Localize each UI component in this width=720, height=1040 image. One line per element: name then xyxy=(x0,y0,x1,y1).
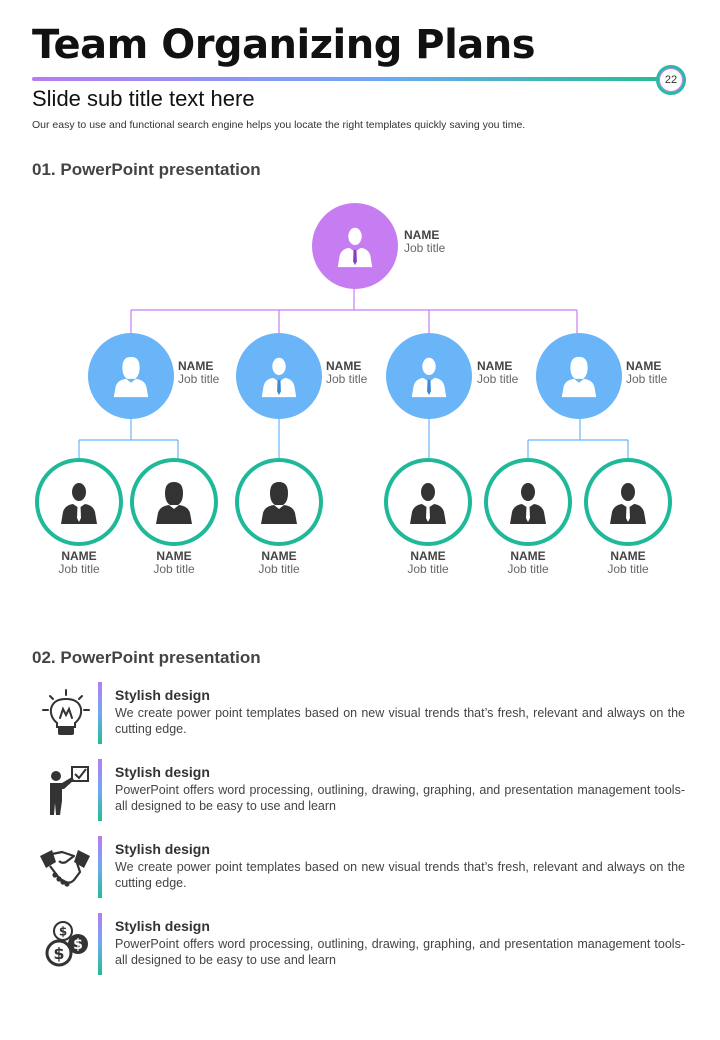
feature-text: PowerPoint offers word processing, outlining, drawing, graphing, and presentation management tools- all designed to be easy to use and learn xyxy=(115,783,685,813)
org-bottom-label-3 xyxy=(229,550,329,576)
member-name: NAME xyxy=(156,549,192,563)
page-number-badge: 22 xyxy=(656,65,686,95)
org-mid-label-3 xyxy=(477,360,518,386)
page-title: Team Organizing Plans xyxy=(32,22,536,68)
businessman-icon xyxy=(404,478,452,526)
feature-heading: Stylish design xyxy=(115,764,210,780)
businessman-icon xyxy=(256,353,302,399)
org-mid-avatar-1 xyxy=(88,333,174,419)
woman-icon xyxy=(150,478,198,526)
feature-item xyxy=(36,836,686,898)
businessman-icon xyxy=(406,353,452,399)
org-bottom-avatar-2 xyxy=(130,458,218,546)
member-name: NAME xyxy=(326,359,362,373)
org-mid-avatar-4 xyxy=(536,333,622,419)
presenter-checkbox-icon xyxy=(38,765,92,815)
org-bottom-avatar-1 xyxy=(35,458,123,546)
feature-heading: Stylish design xyxy=(115,918,210,934)
member-job-title: Job title xyxy=(326,372,368,386)
member-name: NAME xyxy=(477,359,513,373)
feature-heading: Stylish design xyxy=(115,841,210,857)
member-name: NAME xyxy=(410,549,446,563)
accent-bar xyxy=(98,682,102,744)
feature-text: We create power point templates based on new visual trends that’s fresh, relevant and always on the cutting edge. xyxy=(115,860,685,890)
accent-bar xyxy=(98,759,102,821)
org-bottom-label-1 xyxy=(29,550,129,576)
businessman-icon xyxy=(332,223,378,269)
woman-icon xyxy=(108,353,154,399)
woman-icon xyxy=(255,478,303,526)
member-name: NAME xyxy=(510,549,546,563)
feature-item xyxy=(36,682,686,744)
org-bottom-label-6 xyxy=(578,550,678,576)
member-job-title: Job title xyxy=(258,562,300,576)
accent-bar xyxy=(98,913,102,975)
section-2-heading: 02. PowerPoint presentation xyxy=(32,648,261,667)
member-name: NAME xyxy=(261,549,297,563)
org-top-avatar xyxy=(312,203,398,289)
feature-heading: Stylish design xyxy=(115,687,210,703)
svg-text:$: $ xyxy=(58,924,68,939)
businessman-icon xyxy=(55,478,103,526)
org-mid-label-4 xyxy=(626,360,667,386)
feature-item xyxy=(36,913,686,975)
svg-text:$: $ xyxy=(73,937,83,953)
member-job-title: Job title xyxy=(153,562,195,576)
member-job-title: Job title xyxy=(607,562,649,576)
businessman-icon xyxy=(604,478,652,526)
org-bottom-avatar-6 xyxy=(584,458,672,546)
dollar-coins-icon xyxy=(38,919,92,969)
member-name: NAME xyxy=(610,549,646,563)
member-name: NAME xyxy=(626,359,662,373)
org-bottom-label-4 xyxy=(378,550,478,576)
org-mid-label-1 xyxy=(178,360,219,386)
accent-bar xyxy=(98,836,102,898)
slide-description: Our easy to use and functional search engine helps you locate the right templates quickly saving you time. xyxy=(32,119,526,131)
businessman-icon xyxy=(504,478,552,526)
section-1-heading: 01. PowerPoint presentation xyxy=(32,160,261,179)
org-mid-avatar-3 xyxy=(386,333,472,419)
member-job-title: Job title xyxy=(507,562,549,576)
member-name: NAME xyxy=(178,359,214,373)
member-job-title: Job title xyxy=(477,372,519,386)
org-bottom-label-5 xyxy=(478,550,578,576)
member-job-title: Job title xyxy=(626,372,668,386)
lightbulb-icon xyxy=(38,688,92,738)
org-bottom-avatar-4 xyxy=(384,458,472,546)
org-mid-label-2 xyxy=(326,360,367,386)
org-bottom-avatar-5 xyxy=(484,458,572,546)
member-job-title: Job title xyxy=(407,562,449,576)
member-name: NAME xyxy=(404,228,440,242)
org-bottom-label-2 xyxy=(124,550,224,576)
feature-text: PowerPoint offers word processing, outlining, drawing, graphing, and presentation management tools- all designed to be easy to use and learn xyxy=(115,937,685,967)
member-job-title: Job title xyxy=(404,241,446,255)
svg-text:$: $ xyxy=(53,944,65,963)
member-job-title: Job title xyxy=(178,372,220,386)
org-mid-avatar-2 xyxy=(236,333,322,419)
feature-item xyxy=(36,759,686,821)
slide-subtitle: Slide sub title text here xyxy=(32,86,255,111)
org-top-label xyxy=(404,229,445,255)
member-name: NAME xyxy=(61,549,97,563)
handshake-icon xyxy=(38,842,92,892)
woman-icon xyxy=(556,353,602,399)
feature-text: We create power point templates based on new visual trends that’s fresh, relevant and always on the cutting edge. xyxy=(115,706,685,736)
org-bottom-avatar-3 xyxy=(235,458,323,546)
member-job-title: Job title xyxy=(58,562,100,576)
